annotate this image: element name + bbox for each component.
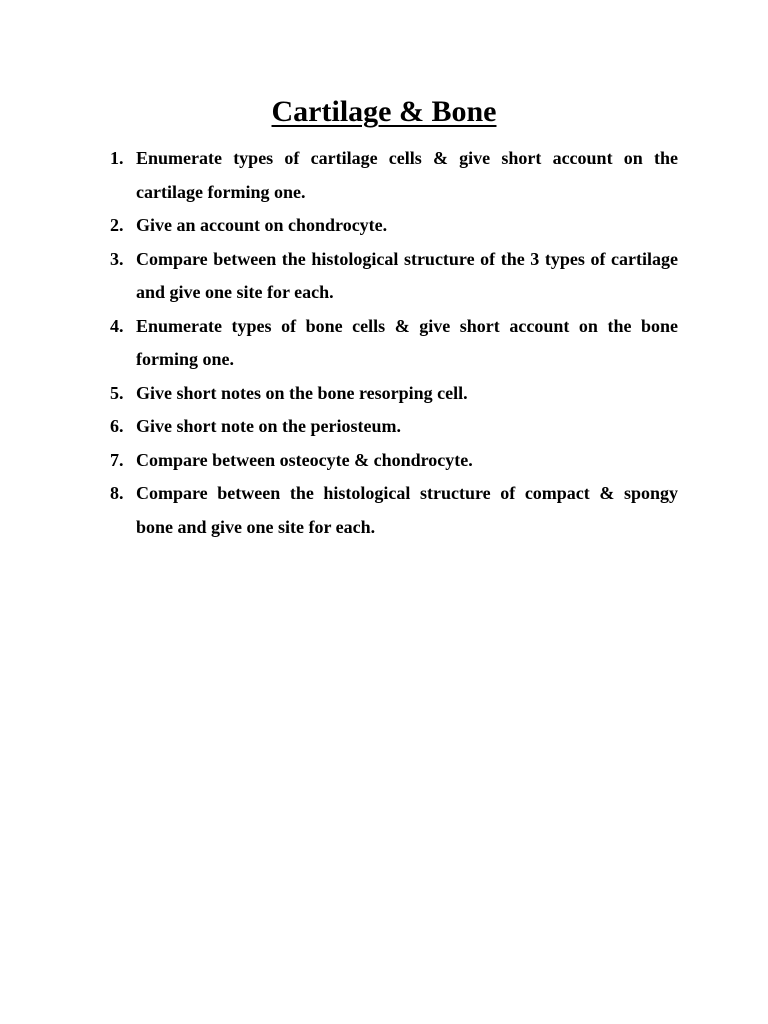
- question-number: 8.: [110, 483, 124, 503]
- question-item-4: [110, 310, 678, 377]
- question-number: 6.: [110, 416, 124, 436]
- question-item-2: [110, 209, 678, 243]
- question-text: Compare between the histological structure of compact & spongy bone and give one site for each.: [136, 483, 678, 537]
- question-item-6: [110, 410, 678, 444]
- question-item-5: [110, 377, 678, 411]
- question-number: 2.: [110, 215, 124, 235]
- question-number: 1.: [110, 148, 124, 168]
- question-text: Enumerate types of bone cells & give short account on the bone forming one.: [136, 315, 678, 369]
- page-title: [0, 92, 768, 132]
- question-list: [110, 142, 678, 544]
- question-text: Give short note on the periosteum.: [136, 416, 401, 436]
- question-text: Give short notes on the bone resorping cell.: [136, 382, 468, 403]
- question-item-8: [110, 477, 678, 544]
- page-title-text: Cartilage & Bone: [271, 95, 497, 128]
- question-text: Give an account on chondrocyte.: [136, 215, 388, 235]
- question-item-7: [110, 444, 678, 478]
- question-text: Enumerate types of cartilage cells & give short account on the cartilage forming one.: [136, 148, 678, 202]
- question-item-1: [110, 142, 678, 209]
- question-text: Compare between osteocyte & chondrocyte.: [136, 449, 473, 470]
- question-number: 5.: [110, 382, 124, 403]
- question-text: Compare between the histological structure of the 3 types of cartilage and give one site for each.: [136, 248, 678, 302]
- question-number: 3.: [110, 248, 124, 269]
- question-item-3: [110, 243, 678, 310]
- question-number: 4.: [110, 315, 124, 336]
- question-number: 7.: [110, 449, 124, 470]
